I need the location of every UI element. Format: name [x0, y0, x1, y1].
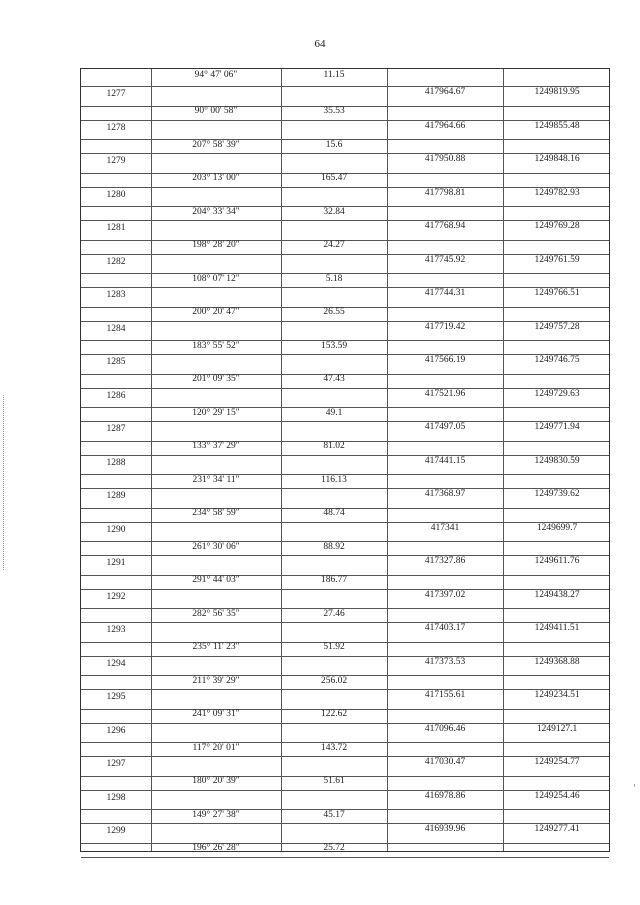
point-id-cell: 1292 [106, 591, 126, 602]
northing-cell: 417096.46 [424, 723, 466, 734]
bearing-cell: 149° 27' 38" [192, 809, 240, 820]
easting-cell: 1249277.41 [534, 824, 580, 834]
distance-cell: 88.92 [323, 541, 345, 552]
easting-cell: 1249234.51 [534, 690, 580, 700]
distance-cell: 116.13 [321, 474, 347, 485]
survey-coordinates-table [80, 68, 610, 852]
bearing-cell: 183° 55' 52" [192, 340, 240, 351]
bearing-cell: 200° 20' 47" [192, 307, 240, 317]
northing-cell: 417497.05 [424, 422, 466, 432]
bearing-cell: 211° 39' 29" [192, 675, 240, 686]
page-number: 64 [314, 38, 326, 50]
easting-cell: 1249368.88 [534, 656, 580, 667]
distance-cell: 81.02 [323, 441, 345, 451]
bearing-cell: 234° 58' 59" [192, 508, 240, 518]
northing-cell: 417744.31 [424, 288, 466, 298]
easting-cell: 1249438.27 [534, 589, 580, 600]
easting-cell: 1249739.62 [534, 489, 580, 499]
northing-cell: 417030.47 [424, 757, 466, 767]
distance-cell: 25.72 [323, 843, 345, 853]
point-id-cell: 1285 [106, 357, 126, 367]
northing-cell: 417950.88 [424, 154, 466, 164]
scan-margin-mark [634, 784, 635, 787]
easting-cell: 1249254.46 [534, 790, 580, 801]
northing-cell: 417521.96 [424, 388, 466, 399]
point-id-cell: 1287 [106, 424, 126, 434]
point-id-cell: 1284 [106, 323, 126, 334]
northing-cell: 416978.86 [424, 790, 466, 801]
northing-cell: 417768.94 [424, 221, 466, 231]
point-id-cell: 1286 [106, 390, 126, 401]
easting-cell: 1249830.59 [534, 455, 580, 466]
northing-cell: 417441.15 [424, 455, 466, 466]
point-id-cell: 1293 [106, 625, 126, 635]
easting-cell: 1249127.1 [536, 723, 578, 734]
point-id-cell: 1281 [106, 223, 126, 233]
easting-cell: 1249611.76 [534, 556, 580, 566]
bearing-cell: 241° 09' 31" [192, 709, 240, 719]
northing-cell: 417155.61 [424, 690, 466, 700]
point-id-cell: 1299 [106, 826, 126, 836]
bearing-cell: 231° 34' 11" [192, 474, 240, 485]
distance-cell: 49.1 [325, 407, 343, 418]
row-divider [81, 857, 609, 858]
distance-cell: 45.17 [323, 809, 345, 820]
distance-cell: 143.72 [320, 742, 348, 753]
easting-cell: 1249855.48 [534, 120, 580, 131]
distance-cell: 122.62 [320, 709, 348, 719]
distance-cell: 153.59 [320, 340, 348, 351]
easting-cell: 1249819.95 [534, 87, 580, 97]
easting-cell: 1249757.28 [534, 321, 580, 332]
point-id-cell: 1296 [106, 725, 126, 736]
point-id-cell: 1294 [106, 658, 126, 669]
distance-cell: 27.46 [323, 608, 345, 619]
distance-cell: 11.15 [323, 70, 345, 80]
distance-cell: 5.18 [325, 273, 343, 284]
point-id-cell: 1280 [106, 189, 126, 200]
easting-cell: 1249411.51 [534, 623, 580, 633]
easting-cell: 1249729.63 [534, 388, 580, 399]
easting-cell: 1249848.16 [534, 154, 580, 164]
bearing-cell: 291° 44' 03" [192, 575, 240, 585]
northing-cell: 417397.02 [424, 589, 466, 600]
bearing-cell: 204° 33' 34" [192, 206, 240, 217]
easting-cell: 1249746.75 [534, 355, 580, 365]
point-id-cell: 1291 [106, 558, 126, 568]
distance-cell: 32.84 [323, 206, 345, 217]
bearing-cell: 133° 37' 29" [192, 441, 240, 451]
distance-cell: 48.74 [323, 508, 345, 518]
distance-cell: 47.43 [323, 374, 345, 384]
bearing-cell: 180° 20' 39" [192, 776, 240, 786]
distance-cell: 26.55 [323, 307, 345, 317]
northing-cell: 417566.19 [424, 355, 466, 365]
point-id-cell: 1298 [106, 792, 126, 803]
bearing-cell: 196° 26' 28" [192, 843, 240, 853]
easting-cell: 1249761.59 [534, 254, 580, 265]
northing-cell: 417964.66 [424, 120, 466, 131]
bearing-cell: 235° 11' 23" [192, 642, 240, 652]
bearing-cell: 90° 00' 58" [194, 106, 238, 116]
point-id-cell: 1295 [106, 692, 126, 702]
distance-cell: 15.6 [325, 139, 343, 150]
bearing-cell: 117° 20' 01" [192, 742, 240, 753]
northing-cell: 417798.81 [424, 187, 466, 198]
northing-cell: 417719.42 [424, 321, 466, 332]
northing-cell: 417368.97 [424, 489, 466, 499]
point-id-cell: 1297 [106, 759, 126, 769]
distance-cell: 186.77 [320, 575, 348, 585]
bearing-cell: 108° 07' 12" [192, 273, 240, 284]
bearing-cell: 198° 28' 20" [192, 240, 240, 250]
easting-cell: 1249766.51 [534, 288, 580, 298]
point-id-cell: 1283 [106, 290, 126, 300]
point-id-cell: 1278 [106, 122, 126, 133]
distance-cell: 165.47 [320, 173, 348, 183]
point-id-cell: 1288 [106, 457, 126, 468]
northing-cell: 417341 [430, 522, 460, 533]
northing-cell: 417373.53 [424, 656, 466, 667]
northing-cell: 417403.17 [424, 623, 466, 633]
easting-cell: 1249771.94 [534, 422, 580, 432]
easting-cell: 1249782.93 [534, 187, 580, 198]
distance-cell: 51.61 [323, 776, 345, 786]
point-id-cell: 1289 [106, 491, 126, 501]
distance-cell: 24.27 [323, 240, 345, 250]
bearing-cell: 120° 29' 15" [192, 407, 240, 418]
distance-cell: 51.92 [323, 642, 345, 652]
easting-cell: 1249769.28 [534, 221, 580, 231]
distance-cell: 35.53 [323, 106, 345, 116]
point-id-cell: 1282 [106, 256, 126, 267]
northing-cell: 416939.96 [424, 824, 466, 834]
easting-cell: 1249699.7 [536, 522, 578, 533]
bearing-cell: 282° 56' 35" [192, 608, 240, 619]
easting-cell: 1249254.77 [534, 757, 580, 767]
northing-cell: 417745.92 [424, 254, 466, 265]
northing-cell: 417964.67 [424, 87, 466, 97]
bearing-cell: 207° 58' 39" [192, 139, 240, 150]
bearing-cell: 261° 30' 06" [192, 541, 240, 552]
point-id-cell: 1290 [106, 524, 126, 535]
point-id-cell: 1279 [106, 156, 126, 166]
northing-cell: 417327.86 [424, 556, 466, 566]
bearing-cell: 201° 09' 35" [192, 374, 240, 384]
point-id-cell: 1277 [106, 89, 126, 99]
bearing-cell: 203° 13' 00" [192, 173, 240, 183]
bearing-cell: 94° 47' 06" [194, 70, 238, 80]
distance-cell: 256.02 [320, 675, 348, 686]
scan-margin-mark [3, 395, 4, 570]
